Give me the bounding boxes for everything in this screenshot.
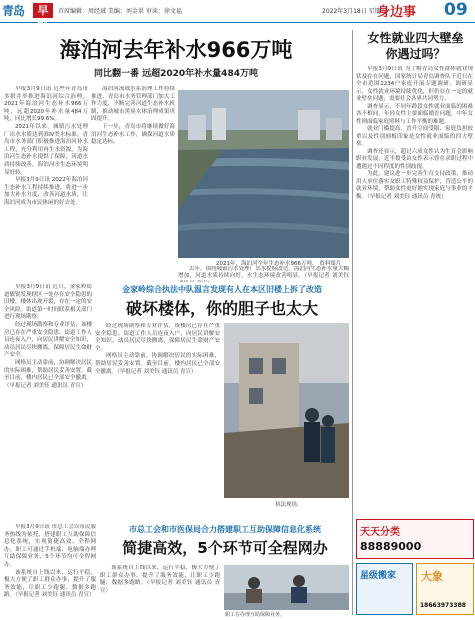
river-photo-caption: 2021年，海泊河全年生态补水966万吨。 资料图片 (216, 261, 342, 267)
story2-column (4, 284, 92, 504)
paragraph: 下一步，青岛市将继续做好海泊河生态补水工作，确保河道水质稳定达标。 (91, 123, 175, 146)
paragraph: 调查显示，不同年龄段女性就业面临的困难各不相同，年轻女性主要面临婚育问题，中年女性则面临家庭照料与工作平衡的难题。 (356, 103, 473, 125)
paragraph: 网格员主动靠前，协调解决居民的实际困难，帮助居民妥善安置。截至目前，楼内居民已全部安全撤离。（早报记者 刘美钰 通讯员 青宣） (4, 359, 92, 389)
main-story-column-1 (4, 86, 88, 276)
right-headline (356, 30, 475, 62)
section-name: 身边事 (377, 5, 417, 20)
story2-headline: 破坏楼体，你的胆子也太大 (125, 299, 318, 318)
logo-text: 青岛 (2, 4, 25, 18)
right-headline-line-1: 女性就业四大壁垒 (367, 31, 464, 45)
story2-column-2 (95, 323, 220, 503)
enforcement-photo (224, 323, 349, 498)
page-number: 09 (444, 0, 468, 20)
logo-badge: 早报 (33, 3, 53, 18)
paragraph: 2021年以来，城镇污水处理厂出水水质达到准Ⅳ类水标准。青岛市水务部门积极推进海泊河补水工程，充分利用再生水资源，为海泊河生态补水提供了保障，河道水质持续改善，海泊河水生态环境明显好转。 (4, 123, 88, 176)
ad-title: 星级搬家 (360, 571, 397, 581)
issue-date: 2022年3月18日 星期五 (322, 8, 387, 15)
story3-headline: 简捷高效，5个环节可全程网办 (122, 539, 328, 557)
paragraph: 早报3月9日讯 近些年青岛市多措并举推进海泊河综合治理，2021年海泊河生态补水966万吨，远超2020年补水量484万吨，同比增长99.6%。 (4, 86, 88, 123)
paragraph: 为此，建议进一步完善生育支持政策，推动用人单位落实女职工特殊权益保护，营造公平的就业环境，帮助女性更好地实现家庭与事业的平衡。（早报记者 刘美钰 通讯员 青统） (356, 171, 473, 200)
service-photo-caption: 职工在办理互助保障业务。 (225, 612, 286, 618)
paragraph: 该系统自上线以来，运行平稳，极大方便了职工群众办事，提升了服务效能，让职工少跑腿、数据多跑路。（早报记者 刘美钰 通讯员 青宣） (100, 565, 220, 594)
paragraph: 该系统自上线以来，运行平稳，极大方便了职工群众办事，提升了服务效能，让职工少跑腿、数据多跑路。（早报记者 刘美钰 通讯员 青宣） (4, 569, 96, 599)
ad-title: 大象 (421, 570, 443, 583)
paragraph: 海泊河流域水系治理工作持续推进，青岛市水务管理部门加大工作力度，不断完善河道生态补水机制，推动城市黑臭水体治理成果巩固提升。 (91, 86, 175, 123)
paragraph: 早报3月9日讯 为了解青岛女性群体就业现状及存在问题，国家统计局青岛调查队于近日在全市范围1234户家庭开展专题调研。调研显示，女性就业环境持续优化，但仍存在一定的就业壁垒问题，需要社会各界共同努力。 (356, 66, 473, 102)
story3-kicker: 市总工会和市医保局合力搭建职工互助保障信息化系统 (129, 525, 321, 534)
story3-column-2 (100, 565, 220, 615)
main-story-column-2 (91, 86, 175, 276)
right-story-column (356, 66, 473, 516)
paragraph: 经过现场勘察和专业评估，该楼房已存在严重安全隐患。街道工作人员连夜入户，向居民讲解安全知识，动员居民尽快搬离，保障居民生命财产安全。 (4, 321, 92, 359)
story3-column (4, 524, 96, 616)
editor-credits: 首席编辑：周经域 美编：刘金翠 审读：徐文福 (58, 8, 182, 15)
column-divider (352, 30, 353, 615)
story2-kicker: 金家岭综合执法中队温言发现有人在本区旧楼上拆了改造 (122, 285, 322, 294)
ad-title: 天天分类 (360, 527, 400, 538)
paragraph: 调查还显示，超过六成女性认为生育会影响职业发展，近半数受访女性表示曾在求职过程中遭遇过不同程度的性别歧视。 (356, 148, 473, 170)
enforcement-photo-caption: 执法现场。 (275, 502, 303, 508)
main-story-continuation (178, 266, 349, 282)
right-headline-line-2: 你遇过吗？ (385, 47, 446, 61)
paragraph: 早报3月9日讯 市总工会以市民服务热线为依托，搭建职工互助保障信息化系统，实现简捷高效、全程网办。职工可通过手机端、电脑端办理互助保障业务，5个环节均可全程网办。 (4, 524, 96, 568)
newspaper-logo (2, 1, 54, 32)
classified-ad-1[interactable] (356, 519, 474, 559)
main-headline: 海泊河去年补水966万吨 (59, 38, 293, 62)
river-photo (178, 90, 349, 258)
paragraph: 早报3月9日讯 2022年海泊河生态补水工程持续推进，将进一步加大补水力度，改善河道水质，让海泊河成为市民休闲的好去处。 (4, 177, 88, 206)
paragraph: 早报3月9日讯 近日，金家岭街道敏锐发现辖区一处存在安全隐患的旧楼，楼体出现开裂，存在一定的安全风险。街道第一时间联系相关部门进行现场勘察。 (4, 284, 92, 321)
paragraph: 去年，围绕城镇污水处理厂出水提标改造，海泊河生态补水量大幅增加，河道水质持续向好，水生态环境改善明显。（早报记者 刘美钰 (178, 266, 349, 280)
main-subheadline: 同比翻一番 远超2020年补水量484万吨 (94, 69, 258, 79)
classified-ads (356, 519, 474, 617)
paragraph: 网格员主动靠前，协调解决居民的实际困难，帮助居民妥善安置。截至目前，楼内居民已全部安全撤离。（早报记者 刘美钰 通讯员 青宣） (95, 353, 220, 375)
classified-ad-2[interactable] (356, 563, 413, 615)
page-header (0, 0, 475, 32)
classified-ad-3[interactable] (416, 563, 474, 615)
ad-phone: 18663973388 (420, 602, 466, 609)
paragraph: 就业门槛提高、晋升空间受限、家庭负担较重以及性别刻板印象是女性就业面临的四大壁垒。 (356, 126, 473, 147)
service-photo (224, 565, 349, 610)
ad-phone: 88889000 (360, 540, 422, 553)
paragraph: 经过现场勘察和专业评估，该楼房已存在严重安全隐患。街道工作人员连夜入户，向居民讲解安全知识，动员居民尽快搬离，保障居民生命财产安全。 (95, 323, 220, 352)
